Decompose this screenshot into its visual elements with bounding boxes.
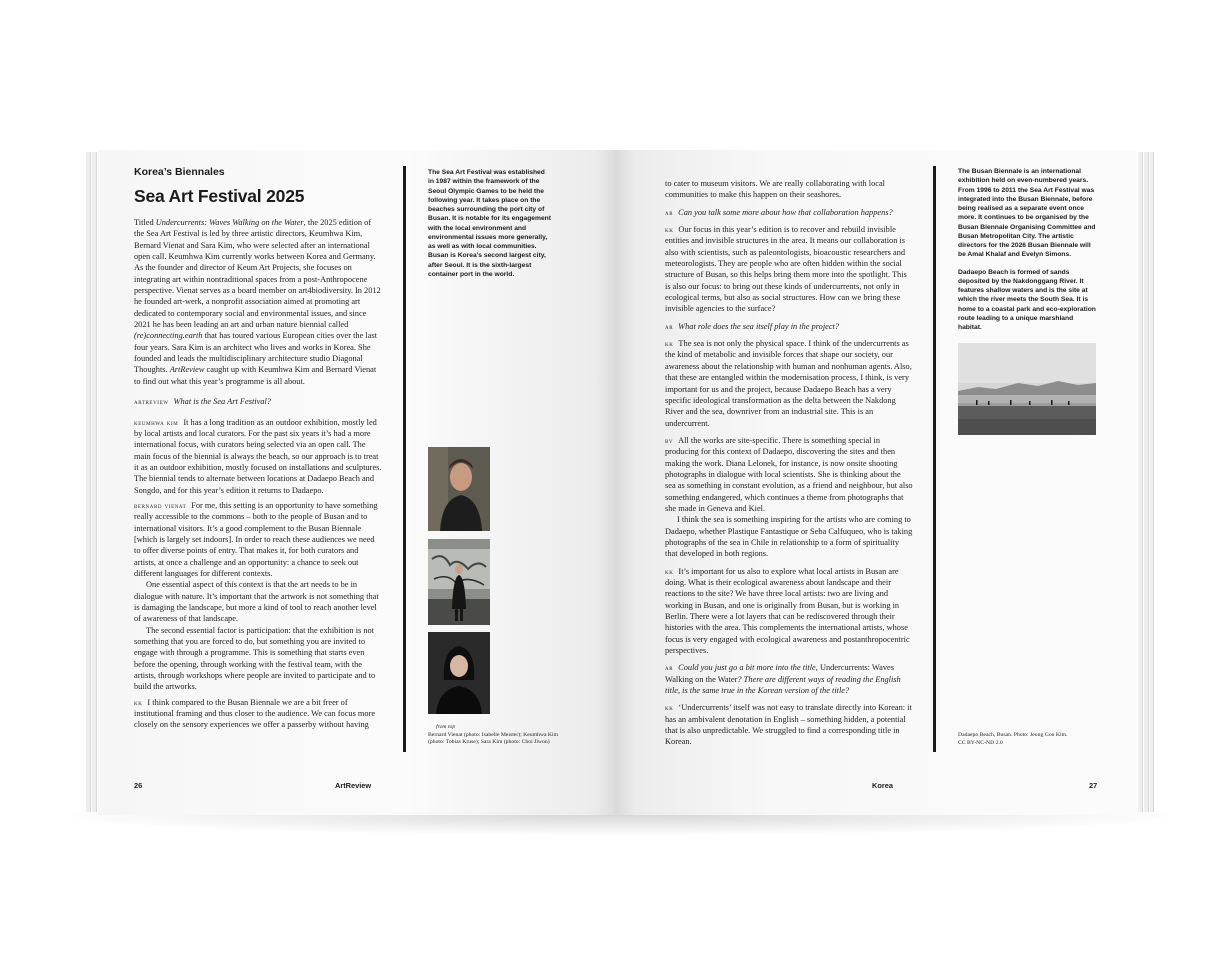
speaker-label: ar	[665, 663, 674, 673]
folio-magazine-name: ArtReview	[335, 781, 372, 790]
answer: kk The sea is not only the physical space. I think of the undercurrents as the kind of metabolic and invisible forces that shape our society, our awareness about the relationship with human and nonhuman agents. Also, that these are entangled within the modernisation process, I think, is very important for us and the project, because Dadaepo Beach has a very specific ideological transformation as the delta between the Nakdong River and the sea, downriver from an industrial site. This is an undercurrent.	[665, 339, 912, 428]
speaker-label: ar	[665, 207, 674, 217]
answer: bv All the works are site-specific. There is something special in producing for this context of Dadaepo, discovering the sites and then making the work. Diana Lelonek, for instance, is now onsite shooting photographs in dialogue with local scientists. She is thinking about the sea as something in constant evolution, as a friend and neighbour, but also something endangered, which continues a theme from photographs that she made in Geneva and Kiel.	[665, 435, 913, 513]
answer: kk I think compared to the Busan Biennale we are a bit freer of institutional framing and thus closer to the audience. We can focus more closely on the sensory experiences we offer a passerby without having	[134, 697, 376, 730]
sidebar-rule	[933, 166, 936, 752]
paragraph: One essential aspect of this context is that the art needs to be in dialogue with nature. It’s important that the artwork is not something that is damaging the landscape, but more a kind of tool to reach another level of awareness of that landscape.	[134, 580, 379, 624]
answer: kk Our focus in this year’s edition is to recover and rebuild invisible entities and invisible structures in the area. It means our collaboration is also with scientists, such as paleontologists, bioacoustic researchers and meteorologists. They are people who are often hidden within the social structure of Busan, so this helps bring them more into the spotlight. This is also our focus: to bring out these kinds of undercurrents, not only in ecological terms, but also as social structures. How can we bring these invisible agencies to the surface?	[665, 225, 907, 314]
section-kicker: Korea’s Biennales	[134, 166, 225, 178]
photo-caption	[958, 732, 1098, 747]
portrait-photo-sara-kim	[428, 632, 490, 714]
sidebar-note: The Sea Art Festival was established in 1987 within the framework of the Seoul Olympic Games to be held the following year. It takes place on the beaches surrounding the port city of Busan. It is notable for its engagement with the local environment and environmental issues more generally, as well as with local communities. Busan is Korea’s second largest city, after Seoul. It is the sixth-largest container port in the world.	[428, 169, 551, 278]
sidebar-rule	[403, 166, 406, 752]
article-title: Sea Art Festival 2025	[134, 186, 305, 206]
page-edge-left	[92, 152, 97, 812]
speaker-label: kk	[665, 225, 674, 235]
question: ar Can you talk some more about how that collaboration happens?	[665, 207, 893, 217]
speaker-label: keumhwa kim	[134, 417, 179, 427]
page-edge-right	[1150, 152, 1154, 812]
answer: keumhwa kim It has a long tradition as an outdoor exhibition, mostly led by local artists and local curators. For the past six years it’s had a more international focus, with curators being selected via an open call. The main focus of the biennial is always the beach, so our approach is to treat it as an outdoor exhibition, mostly focused on installations and sculptures. The biennial tends to alternate between locations at Dadaepo Beach and Songdo, and for this year’s edition it returns to Dadaepo.	[134, 417, 382, 495]
photo-caption	[428, 724, 558, 747]
sidebar-note: The Busan Biennale is an international exhibition held on even-numbered years. From 1996 to 2011 the Sea Art Festival was integrated into the Busan Biennale, before being realised as a separate event once more. It continues to be organised by the Busan Biennale Organising Committee and Busan Metropolitan City. The artistic directors for the 2026 Busan Biennale will be Amal Khalaf and Evelyn Simons.	[958, 168, 1096, 259]
sidebar-notes	[958, 167, 1098, 332]
question: ar Could you just go a bit more into the title, Undercurrents: Waves Walking on the Water? There are different ways of reading the English title, is the same true in the Korean version of the title?	[665, 663, 901, 696]
paragraph: The second essential factor is participation: that the exhibition is not something that you are forced to do, but something you are invited to engage with through a programme. This is something that starts even before the opening, through working with the festival team, with the artists, through workshops where people are invited to participate and to build the artworks.	[134, 625, 376, 692]
speaker-label: kk	[665, 566, 674, 576]
article-column-left	[134, 217, 382, 731]
portrait-photo-bernard-vienat	[428, 447, 490, 531]
speaker-label: bernard vienat	[134, 500, 187, 510]
page-edge-left	[86, 152, 91, 812]
question: ar What role does the sea itself play in the project?	[665, 321, 840, 331]
speaker-label: artreview	[134, 397, 169, 407]
speaker-label: kk	[665, 703, 674, 713]
page-edge-right	[1144, 152, 1149, 812]
article-column-right	[665, 178, 913, 748]
speaker-label: kk	[665, 339, 674, 349]
speaker-label: ar	[665, 321, 674, 331]
intro-paragraph: Titled Undercurrents: Waves Walking on the Water, the 2025 edition of the Sea Art Festival is led by three artistic directors, Keumhwa Kim, Bernard Vienat and Sara Kim, who were selected after an international open call. Keumhwa Kim currently works between Korea and Germany. As the founder and director of Keum Art Projects, she focuses on integrating art within nontraditional spaces from a post-Anthropocene perspective. Vienat serves as a board member on art4biodiversity. In 2012 he founded art-werk, a nonprofit association aimed at promoting art dedicated to contemporary social and environmental issues, and since 2021 he has been leading an art and urban nature biennial called (re)connecting.earth that has toured various European cities over the last four years. Sara Kim is an architect who lives and works in Korea. She founded and leads the multidisciplinary architecture studio Diagonal Thoughts. ArtReview caught up with Keumhwa Kim and Bernard Vienat to find out what this year’s programme is all about.	[134, 218, 381, 386]
caption-text: Dadaepo Beach, Busan. Photo: Jeong Gon Kim.	[958, 732, 1068, 738]
page-number: 27	[1089, 781, 1098, 790]
paragraph: to cater to museum visitors. We are really collaborating with local communities to make this happen on their seashores.	[665, 179, 885, 200]
beach-photo	[958, 343, 1096, 435]
caption-from: from top	[436, 724, 456, 730]
caption-text: Bernard Vienat (photo: Isabelle Meister); Keumhwa Kim (photo: Tobias Kruse); Sara Kim (photo: Choi Jiwon)	[428, 731, 559, 745]
speaker-label: kk	[134, 697, 143, 707]
speaker-label: bv	[665, 435, 674, 445]
paragraph: I think the sea is something inspiring for the artists who are coming to Dadaepo, whether Plastique Fantastique or Seba Calfuqueo, who is taking photographs of the sea in Chile in relationship to a form of spirituality that developed in both regions.	[665, 515, 913, 559]
portrait-photo-keumhwa-kim	[428, 539, 490, 625]
question: artreview What is the Sea Art Festival?	[134, 397, 271, 407]
answer: kk ‘Undercurrents’ itself was not easy to translate directly into Korean: it has an ambivalent denotation in English – something hidden, a potential that is also unpredictable. We struggled to find a corresponding title in Korean.	[665, 703, 912, 747]
page-edge-right	[1138, 152, 1143, 812]
folio-section-name: Korea	[872, 781, 893, 790]
sidebar-note: Dadaepo Beach is formed of sands deposited by the Nakdonggang River. It features shallow waters and is the site at which the river meets the South Sea. It is home to a coastal park and eco-exploration route leading to a unique marshland habitat.	[958, 268, 1096, 331]
answer: bernard vienat For me, this setting is an opportunity to have something really accessible to the commons – both to the people of Busan and to international visitors. It’s a good complement to the Busan Biennale [which is largely set indoors]. In order to reach these audiences we need to offer diverse points of entry. That makes it, for both curators and artists, at once a challenge and an opportunity: a chance to seek out different languages for different contexts.	[134, 500, 378, 578]
caption-license: CC BY-NC-ND 2.0	[958, 739, 1003, 746]
page-number: 26	[134, 781, 143, 790]
answer: kk It’s important for us also to explore what local artists in Busan are doing. What is their ecological awareness about landscape and their reactions to the site? We have three local artists: two are living and working in Busan, and one is originally from Busan, but is working in Berlin. There were a lot layers that can be rediscovered through their histories with the area. This complements the international artists, whose focus is very engaged with ecological awareness and postanthropocentric perspectives.	[665, 566, 910, 656]
